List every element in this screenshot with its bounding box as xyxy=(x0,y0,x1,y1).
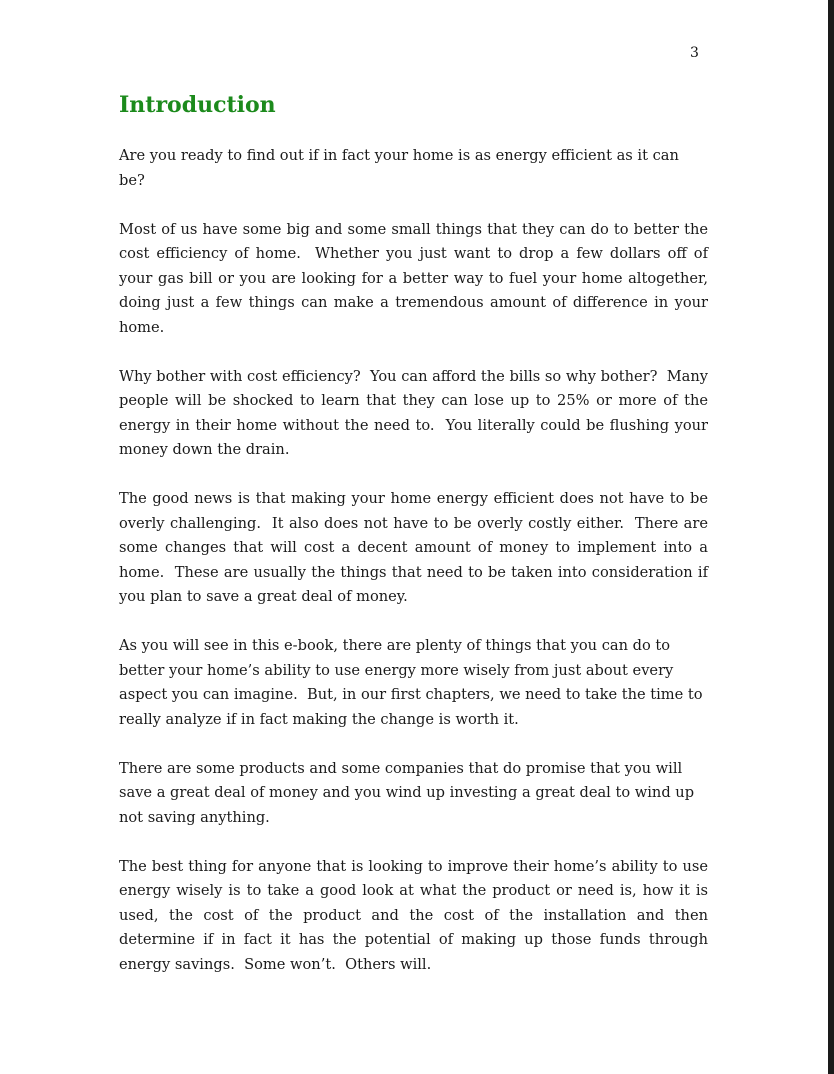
paragraph-good-news: The good news is that making your home energy efficient does not have to be overly challenging. It also does not have to be overly costly either. There are some changes that will cost a decent amount of money to implement into a home. These are usually the things that need to be taken into consideration if you plan to save a great deal of money. xyxy=(119,490,713,605)
page-number: 3 xyxy=(690,45,699,61)
paragraph-cost-efficiency: Most of us have some big and some small things that they can do to better the cost efficiency of home. Whether you just want to drop a few dollars off of your gas bill or you are looking for a better way to fuel your home altogether, doing just a few things can make a tremendous amount of difference in your home. xyxy=(119,220,713,336)
window-edge xyxy=(828,0,834,1074)
section-heading: Introduction xyxy=(119,92,276,118)
page-content xyxy=(119,90,713,1002)
paragraph-intro-question: Are you ready to find out if in fact your home is as energy efficient as it can be? xyxy=(119,147,684,189)
paragraph-why-bother: Why bother with cost efficiency? You can afford the bills so why bother? Many people will be shocked to learn that they can lose up to 25% or more of the energy in their home without the need to. You literally could be flushing your money down the drain. xyxy=(119,367,713,458)
paragraph-ebook-overview: As you will see in this e-book, there are plenty of things that you can do to better your home’s ability to use energy more wisely from just about every aspect you can imagine. But, in our first chapters, we need to take the time to really analyze if in fact making the change is worth it. xyxy=(119,637,708,728)
paragraph-products-warning: There are some products and some companies that do promise that you will save a great deal of money and you wind up investing a great deal to wind up not saving anything. xyxy=(119,759,699,826)
paragraph-best-thing: The best thing for anyone that is looking to improve their home’s ability to use energy wisely is to take a good look at what the product or need is, how it is used, the cost of the product and the cost of the installation and then determine if in fact it has the potential of making up those funds through energy savings. Some won’t. Others will. xyxy=(119,857,713,973)
